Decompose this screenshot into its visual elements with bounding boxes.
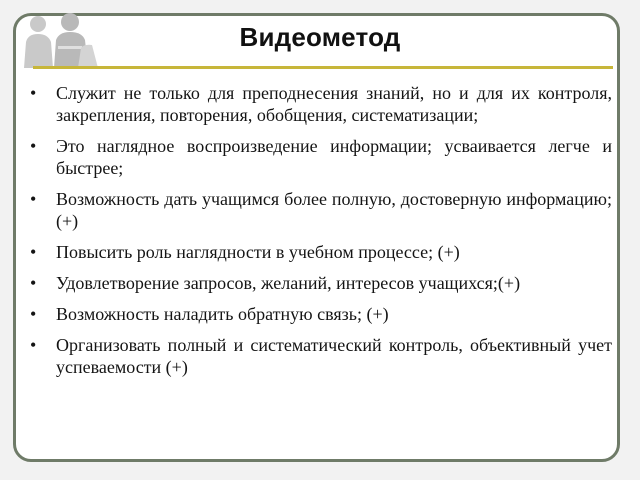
bullet-icon: •: [30, 335, 37, 355]
list-item: • Служит не только для преподнесения знаний, но и для их контроля, закрепления, повторения, обобщения, систематизации;: [30, 83, 612, 125]
bullet-list: [30, 82, 612, 387]
list-item: • Организовать полный и систематический контроль, объективный учет успеваемости (+): [30, 335, 612, 377]
bullet-icon: •: [30, 273, 37, 293]
bullet-icon: •: [30, 83, 37, 103]
list-item: • Удовлетворение запросов, желаний, интересов учащихся;(+): [30, 273, 521, 293]
list-item: • Повысить роль наглядности в учебном процессе; (+): [30, 242, 460, 262]
bullet-icon: •: [30, 136, 37, 156]
bullet-icon: •: [30, 242, 37, 262]
bullet-icon: •: [30, 189, 37, 209]
list-item: • Возможность наладить обратную связь; (+): [30, 304, 389, 324]
list-item: • Это наглядное воспроизведение информации; усваивается легче и быстрее;: [30, 136, 612, 178]
bullet-icon: •: [30, 304, 37, 324]
slide-title: Видеометод: [239, 22, 401, 52]
list-item: • Возможность дать учащимся более полную, достоверную информацию; (+): [30, 189, 612, 231]
title-underline: [33, 66, 613, 69]
